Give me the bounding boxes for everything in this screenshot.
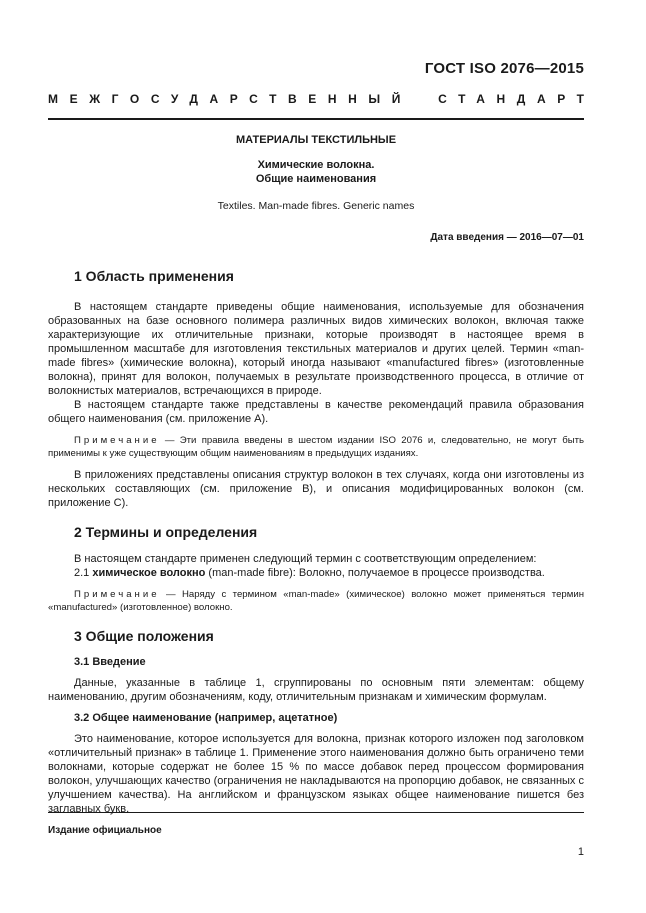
header-rule (48, 118, 584, 120)
section-1-heading: 1 Область применения (74, 268, 234, 284)
main-title: МАТЕРИАЛЫ ТЕКСТИЛЬНЫЕ (235, 134, 397, 146)
introduction-date: Дата введения — 2016—07—01 (430, 232, 584, 243)
section-1-paragraph-1: В настоящем стандарте приведены общие наименования, используемые для обозначения образованных на базе основного полимера различных видов химических волокон, включая также характеризующие их отличительные признаки, которые производят в настоящее время в промышленном масштабе для изготовления текстильных материалов и других целей. Термин «man-made fibres» (химические волокна), который иногда называют «manufactured fibres» (изготовленные волокна), принят для волокон, получаемых в результате производственного процесса, в отличие от волокнистых материалов, встречающихся в природе. (48, 301, 584, 397)
subtitle-line-1: Химические волокна. (257, 159, 375, 171)
footer-rule (48, 812, 584, 813)
document-body (48, 268, 584, 816)
section-3-heading: 3 Общие положения (74, 628, 214, 644)
section-1-paragraph-3: В приложениях представлены описания структур волокон в тех случаях, когда они изготовлены из нескольких составляющих (см. приложение В), и описания модифицированных волокон (см. приложение С). (48, 469, 584, 509)
subsection-3-2-heading: 3.2 Общее наименование (например, ацетатное) (74, 712, 338, 724)
section-2-paragraph-1: В настоящем стандарте применен следующий термин с соответствующим определением: (74, 553, 537, 565)
section-1-note (48, 434, 584, 460)
section-2-note (48, 588, 584, 614)
note-label: Примечание (74, 589, 160, 600)
section-1-paragraph-2: В настоящем стандарте также представлены в качестве рекомендаций правила образования общего наименования (см. приложение А). (48, 399, 584, 425)
section-3-2-paragraph: Это наименование, которое используется для волокна, признак которого изложен под заголовком «отличительный признак» в таблице 1. Применение этого наименования должно быть ограничено теми волокнами, которые содержат не более 15 % по массе добавок перед процессом формирования волокон, улучшающих качество (ограничения не накладываются на пропорцию добавок, не связанных с улучшением качества). На английском и французском языках общее наименование пишется без заглавных букв. (48, 733, 584, 815)
note-text: — Наряду с термином «man-made» (химическое) волокно может применяться термин «manufactured» (изготовленное) волокно. (48, 589, 584, 613)
banner-word-standard: СТАНДАРТ (438, 92, 596, 106)
english-title: Textiles. Man-made fibres. Generic names (217, 200, 415, 212)
term-definition (48, 566, 584, 580)
official-edition-label: Издание официальное (48, 825, 162, 836)
term-number: 2.1 (74, 567, 93, 579)
title-block (48, 134, 584, 212)
term-name: химическое волокно (92, 567, 206, 579)
subtitle-line-2: Общие наименования (255, 173, 377, 185)
page-number: 1 (577, 846, 584, 858)
subtitle (48, 158, 584, 186)
section-3-1-paragraph: Данные, указанные в таблице 1, сгруппированы по основным пяти элементам: общему наименованию, другим обозначениям, коду, отличительным признакам и химическим формулам. (48, 677, 584, 703)
section-2-heading: 2 Термины и определения (74, 524, 258, 540)
note-label: Примечание (74, 435, 160, 446)
document-code: ГОСТ ISO 2076—2015 (424, 60, 584, 77)
note-text: — Эти правила введены в шестом издании ISO 2076 и, следовательно, не могут быть применимы к уже существующим общим наименованиям в предыдущих изданиях. (48, 435, 584, 459)
subsection-3-1-heading: 3.1 Введение (74, 656, 146, 668)
term-rest: (man-made fibre): Волокно, получаемое в процессе производства. (205, 567, 545, 579)
banner-word-interstate: МЕЖГОСУДАРСТВЕННЫЙ (48, 92, 412, 106)
interstate-standard-banner (48, 92, 596, 106)
